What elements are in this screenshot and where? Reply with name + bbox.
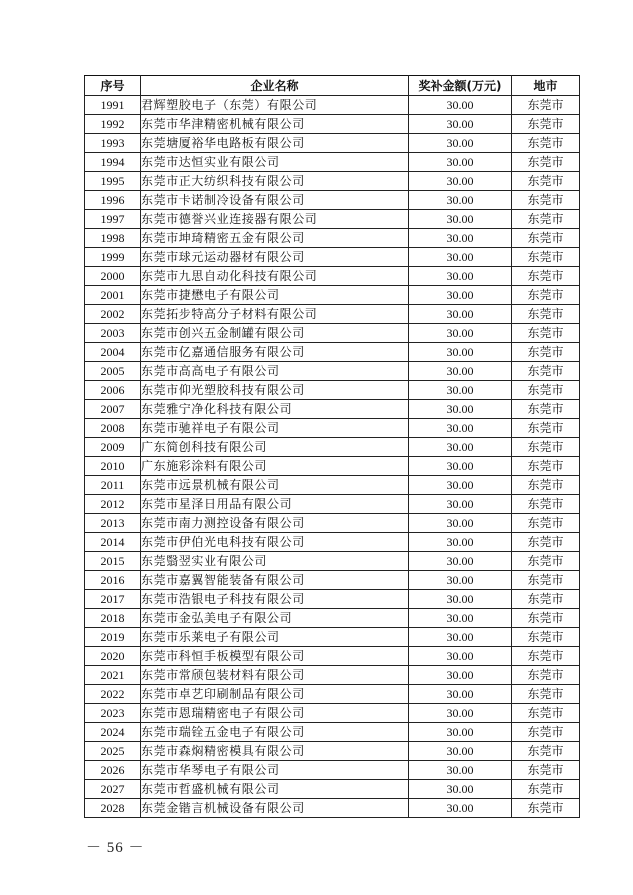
city-name: 东莞市 <box>512 172 580 191</box>
company-name: 东莞市驰祥电子有限公司 <box>141 419 409 438</box>
award-amount: 30.00 <box>409 685 512 704</box>
city-name: 东莞市 <box>512 666 580 685</box>
company-name: 东莞市球元运动器材有限公司 <box>141 248 409 267</box>
row-number: 2027 <box>85 780 141 799</box>
table-row <box>85 514 580 533</box>
city-name: 东莞市 <box>512 761 580 780</box>
award-amount: 30.00 <box>409 742 512 761</box>
company-name: 东莞市金弘美电子有限公司 <box>141 609 409 628</box>
award-amount: 30.00 <box>409 552 512 571</box>
city-name: 东莞市 <box>512 742 580 761</box>
row-number: 1996 <box>85 191 141 210</box>
table-row <box>85 571 580 590</box>
table-row <box>85 476 580 495</box>
company-name: 东莞市德誉兴业连接器有限公司 <box>141 210 409 229</box>
award-amount: 30.00 <box>409 96 512 115</box>
award-amount: 30.00 <box>409 115 512 134</box>
row-number: 1993 <box>85 134 141 153</box>
award-amount: 30.00 <box>409 267 512 286</box>
company-name: 东莞市远景机械有限公司 <box>141 476 409 495</box>
company-name: 东莞市伊伯光电科技有限公司 <box>141 533 409 552</box>
row-number: 2028 <box>85 799 141 818</box>
row-number: 2020 <box>85 647 141 666</box>
city-name: 东莞市 <box>512 571 580 590</box>
award-amount: 30.00 <box>409 210 512 229</box>
city-name: 东莞市 <box>512 248 580 267</box>
table-row <box>85 191 580 210</box>
table-row <box>85 704 580 723</box>
row-number: 2005 <box>85 362 141 381</box>
award-amount: 30.00 <box>409 191 512 210</box>
city-name: 东莞市 <box>512 552 580 571</box>
city-name: 东莞市 <box>512 115 580 134</box>
row-number: 2006 <box>85 381 141 400</box>
row-number: 2002 <box>85 305 141 324</box>
company-name: 东莞市卓艺印刷制品有限公司 <box>141 685 409 704</box>
award-amount: 30.00 <box>409 172 512 191</box>
company-name: 东莞市捷懋电子有限公司 <box>141 286 409 305</box>
award-amount: 30.00 <box>409 248 512 267</box>
city-name: 东莞市 <box>512 799 580 818</box>
table-row <box>85 134 580 153</box>
award-amount: 30.00 <box>409 514 512 533</box>
company-name: 东莞市科恒手板模型有限公司 <box>141 647 409 666</box>
award-amount: 30.00 <box>409 723 512 742</box>
city-name: 东莞市 <box>512 476 580 495</box>
table-row <box>85 267 580 286</box>
company-name: 东莞拓步特高分子材料有限公司 <box>141 305 409 324</box>
company-name: 东莞金锴言机械设备有限公司 <box>141 799 409 818</box>
company-name: 东莞市仰光塑胶科技有限公司 <box>141 381 409 400</box>
table-row <box>85 495 580 514</box>
row-number: 1995 <box>85 172 141 191</box>
award-amount: 30.00 <box>409 761 512 780</box>
table-row <box>85 780 580 799</box>
city-name: 东莞市 <box>512 362 580 381</box>
row-number: 2001 <box>85 286 141 305</box>
row-number: 2025 <box>85 742 141 761</box>
award-amount: 30.00 <box>409 476 512 495</box>
row-number: 2010 <box>85 457 141 476</box>
row-number: 2016 <box>85 571 141 590</box>
company-name: 东莞市亿嘉通信服务有限公司 <box>141 343 409 362</box>
award-amount: 30.00 <box>409 666 512 685</box>
row-number: 2012 <box>85 495 141 514</box>
row-number: 2017 <box>85 590 141 609</box>
city-name: 东莞市 <box>512 533 580 552</box>
award-amount: 30.00 <box>409 153 512 172</box>
company-name: 东莞翳翌实业有限公司 <box>141 552 409 571</box>
row-number: 1992 <box>85 115 141 134</box>
award-amount: 30.00 <box>409 647 512 666</box>
city-name: 东莞市 <box>512 324 580 343</box>
award-amount: 30.00 <box>409 590 512 609</box>
header-amount: 奖补金额(万元) <box>409 76 512 96</box>
table-row <box>85 96 580 115</box>
city-name: 东莞市 <box>512 647 580 666</box>
table-row <box>85 647 580 666</box>
company-name: 东莞市瑞铨五金电子有限公司 <box>141 723 409 742</box>
city-name: 东莞市 <box>512 438 580 457</box>
company-name: 东莞市恩瑞精密电子有限公司 <box>141 704 409 723</box>
award-amount: 30.00 <box>409 343 512 362</box>
city-name: 东莞市 <box>512 134 580 153</box>
table-row <box>85 533 580 552</box>
award-amount: 30.00 <box>409 571 512 590</box>
company-name: 东莞市创兴五金制罐有限公司 <box>141 324 409 343</box>
company-name: 东莞市坤琦精密五金有限公司 <box>141 229 409 248</box>
company-name: 东莞市卡诺制冷设备有限公司 <box>141 191 409 210</box>
city-name: 东莞市 <box>512 685 580 704</box>
award-amount: 30.00 <box>409 799 512 818</box>
city-name: 东莞市 <box>512 457 580 476</box>
table-row <box>85 742 580 761</box>
company-name: 东莞市乐莱电子有限公司 <box>141 628 409 647</box>
table-row <box>85 362 580 381</box>
award-table <box>84 75 580 818</box>
table-row <box>85 723 580 742</box>
company-name: 东莞市南力测控设备有限公司 <box>141 514 409 533</box>
row-number: 2011 <box>85 476 141 495</box>
table-row <box>85 685 580 704</box>
row-number: 2014 <box>85 533 141 552</box>
award-amount: 30.00 <box>409 438 512 457</box>
award-amount: 30.00 <box>409 780 512 799</box>
table-row <box>85 438 580 457</box>
table-header <box>85 76 580 96</box>
company-name: 东莞市达恒实业有限公司 <box>141 153 409 172</box>
award-amount: 30.00 <box>409 400 512 419</box>
company-name: 东莞市哲盛机械有限公司 <box>141 780 409 799</box>
row-number: 2013 <box>85 514 141 533</box>
table-row <box>85 153 580 172</box>
row-number: 2022 <box>85 685 141 704</box>
table-row <box>85 172 580 191</box>
company-name: 君辉塑胶电子（东莞）有限公司 <box>141 96 409 115</box>
award-amount: 30.00 <box>409 628 512 647</box>
award-amount: 30.00 <box>409 286 512 305</box>
row-number: 2019 <box>85 628 141 647</box>
award-amount: 30.00 <box>409 609 512 628</box>
row-number: 2009 <box>85 438 141 457</box>
city-name: 东莞市 <box>512 723 580 742</box>
row-number: 1999 <box>85 248 141 267</box>
table-body <box>85 96 580 818</box>
row-number: 2021 <box>85 666 141 685</box>
city-name: 东莞市 <box>512 343 580 362</box>
table-row <box>85 552 580 571</box>
city-name: 东莞市 <box>512 381 580 400</box>
table-row <box>85 419 580 438</box>
city-name: 东莞市 <box>512 704 580 723</box>
award-amount: 30.00 <box>409 305 512 324</box>
row-number: 1998 <box>85 229 141 248</box>
company-name: 广东简创科技有限公司 <box>141 438 409 457</box>
company-name: 东莞塘厦裕华电路板有限公司 <box>141 134 409 153</box>
company-name: 东莞市华津精密机械有限公司 <box>141 115 409 134</box>
table-row <box>85 248 580 267</box>
table-row <box>85 286 580 305</box>
row-number: 1994 <box>85 153 141 172</box>
table-row <box>85 305 580 324</box>
city-name: 东莞市 <box>512 780 580 799</box>
row-number: 2007 <box>85 400 141 419</box>
company-name: 东莞市华琴电子有限公司 <box>141 761 409 780</box>
header-city: 地市 <box>512 76 580 96</box>
city-name: 东莞市 <box>512 229 580 248</box>
company-name: 东莞市九思自动化科技有限公司 <box>141 267 409 286</box>
table-row <box>85 628 580 647</box>
award-amount: 30.00 <box>409 704 512 723</box>
city-name: 东莞市 <box>512 191 580 210</box>
city-name: 东莞市 <box>512 495 580 514</box>
award-amount: 30.00 <box>409 362 512 381</box>
row-number: 2000 <box>85 267 141 286</box>
table-row <box>85 799 580 818</box>
table-row <box>85 210 580 229</box>
header-no: 序号 <box>85 76 141 96</box>
table-row <box>85 761 580 780</box>
company-name: 东莞市浩银电子科技有限公司 <box>141 590 409 609</box>
table-row <box>85 457 580 476</box>
table-row <box>85 609 580 628</box>
company-name: 东莞雅宁净化科技有限公司 <box>141 400 409 419</box>
city-name: 东莞市 <box>512 514 580 533</box>
city-name: 东莞市 <box>512 590 580 609</box>
city-name: 东莞市 <box>512 210 580 229</box>
city-name: 东莞市 <box>512 267 580 286</box>
table-row <box>85 590 580 609</box>
city-name: 东莞市 <box>512 419 580 438</box>
award-amount: 30.00 <box>409 457 512 476</box>
company-name: 广东施彩涂料有限公司 <box>141 457 409 476</box>
award-amount: 30.00 <box>409 495 512 514</box>
city-name: 东莞市 <box>512 286 580 305</box>
row-number: 2018 <box>85 609 141 628</box>
row-number: 2024 <box>85 723 141 742</box>
table-row <box>85 229 580 248</box>
row-number: 2015 <box>85 552 141 571</box>
company-name: 东莞市常颀包装材料有限公司 <box>141 666 409 685</box>
award-amount: 30.00 <box>409 533 512 552</box>
company-name: 东莞市高高电子有限公司 <box>141 362 409 381</box>
award-amount: 30.00 <box>409 381 512 400</box>
table-row <box>85 324 580 343</box>
award-amount: 30.00 <box>409 419 512 438</box>
table-row <box>85 381 580 400</box>
row-number: 2023 <box>85 704 141 723</box>
row-number: 2026 <box>85 761 141 780</box>
row-number: 1997 <box>85 210 141 229</box>
company-name: 东莞市嘉翼智能装备有限公司 <box>141 571 409 590</box>
award-amount: 30.00 <box>409 134 512 153</box>
city-name: 东莞市 <box>512 96 580 115</box>
page-number: － 56 － <box>86 840 145 856</box>
table-row <box>85 666 580 685</box>
table-row <box>85 400 580 419</box>
table-row <box>85 343 580 362</box>
city-name: 东莞市 <box>512 628 580 647</box>
city-name: 东莞市 <box>512 153 580 172</box>
company-name: 东莞市森焖精密模具有限公司 <box>141 742 409 761</box>
header-company-name: 企业名称 <box>141 76 409 96</box>
company-name: 东莞市正大纺织科技有限公司 <box>141 172 409 191</box>
table-row <box>85 115 580 134</box>
row-number: 1991 <box>85 96 141 115</box>
row-number: 2003 <box>85 324 141 343</box>
header-row <box>85 76 580 96</box>
city-name: 东莞市 <box>512 400 580 419</box>
award-amount: 30.00 <box>409 229 512 248</box>
row-number: 2008 <box>85 419 141 438</box>
award-amount: 30.00 <box>409 324 512 343</box>
company-name: 东莞市星泽日用品有限公司 <box>141 495 409 514</box>
city-name: 东莞市 <box>512 609 580 628</box>
row-number: 2004 <box>85 343 141 362</box>
city-name: 东莞市 <box>512 305 580 324</box>
